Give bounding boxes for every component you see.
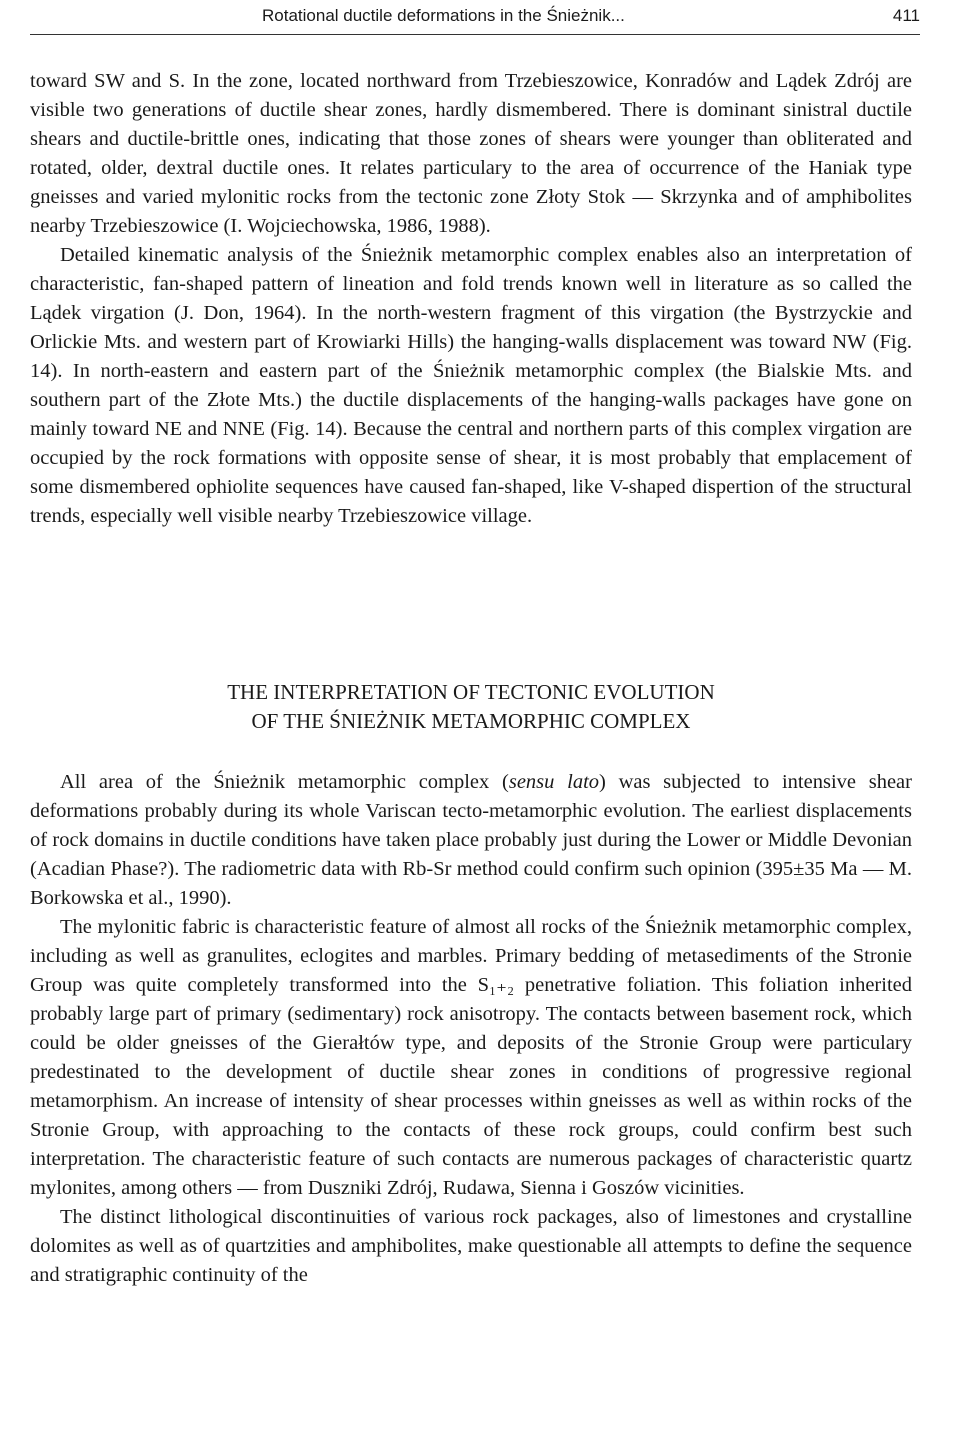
paragraph-continued: toward SW and S. In the zone, located northward from Trzebieszowice, Konradów and Lądek Zdrój are visible two generations of ductile shear zones, hardly dismembered. There is dominant sinistral ductile shears and ductile-brittle ones, indicating that those zones of shears were younger than obliterated and rotated, older, dextral ductile ones. It relates particulary to the area of occurrence of the Haniak type gneisses and varied mylonitic rocks from the tectonic zone Złoty Stok — Skrzynka and of amphibolites nearby Trzebieszowice (I. Wojciechowska, 1986, 1988). xyxy=(30,70,912,237)
section-heading-line-2: OF THE ŚNIEŻNIK METAMORPHIC COMPLEX xyxy=(251,709,691,733)
running-title: Rotational ductile deformations in the Śnieżnik... xyxy=(262,6,625,25)
paragraph-lądek-virgation: Detailed kinematic analysis of the Śnieżnik metamorphic complex enables also an interpretation of characteristic, fan-shaped pattern of lineation and fold trends known well in literature as so called the Lądek virgation (J. Don, 1964). In the north-western fragment of this virgation (the Bystrzyckie and Orlickie Mts. and western part of Krowiarki Hills) the hanging-walls displacement was toward NW (Fig. 14). In north-eastern and eastern part of the Śnieżnik metamorphic complex (the Bialskie Mts. and southern part of the Złote Mts.) the ductile displacements of the hanging-walls packages have gone on mainly toward NE and NNE (Fig. 14). Because the central and northern parts of this complex virgation are occupied by the rock formations with opposite sense of shear, it is most probably that emplacement of some dismembered ophiolite sequences have caused fan-shaped, like V-shaped dispertion of the structural trends, especially well visible nearby Trzebieszowice village. xyxy=(30,244,912,527)
paragraph-lithological-discontinuities: The distinct lithological discontinuities of various rock packages, also of limestones and crystalline dolomites as well as of quartzities and amphibolites, make questionable all attempts to define the sequence and stratigraphic continuity of the xyxy=(30,1206,912,1286)
section-heading-line-1: THE INTERPRETATION OF TECTONIC EVOLUTION xyxy=(227,680,715,704)
paragraph-text: All area of the Śnieżnik metamorphic complex ( xyxy=(60,771,509,793)
running-header xyxy=(30,2,920,35)
italic-term: sensu lato xyxy=(508,771,600,793)
paragraph-text: ) was subjected to intensive shear deformations probably during its whole Variscan tecto-metamorphic evolution. The earliest displacements of rock domains in ductile conditions have taken place probably just during the Lower or Middle Devonian (Acadian Phase?). The radiometric data with Rb-Sr method could confirm such opinion (395±35 Ma — M. Borkowska et al., 1990). xyxy=(30,771,912,909)
body-text-bottom xyxy=(30,768,912,1290)
paragraph-shear-deformations xyxy=(30,768,912,913)
body-text-top xyxy=(30,67,912,531)
section-heading xyxy=(30,678,912,736)
paragraph-mylonitic-fabric: The mylonitic fabric is characteristic feature of almost all rocks of the Śnieżnik metamorphic complex, including as well as granulites, eclogites and marbles. Primary bedding of metasediments of the Stronie Group was quite completely transformed into the S₁₊₂ penetrative foliation. This foliation inherited probably large part of primary (sedimentary) rock anisotropy. The contacts between basement rock, which could be older gneisses of the Gierałtów type, and deposits of the Stronie Group were particulary predestinated to the development of ductile shear zones in conditions of progressive regional metamorphism. An increase of intensity of shear processes within gneisses as well as within rocks of the Stronie Group, with approaching to the contacts of these rock groups, could confirm best such interpretation. The characteristic feature of such contacts are numerous packages of characteristic quartz mylonites, among others — from Duszniki Zdrój, Rudawa, Sienna i Goszów vicinities. xyxy=(30,916,912,1199)
page-number: 411 xyxy=(892,6,920,25)
